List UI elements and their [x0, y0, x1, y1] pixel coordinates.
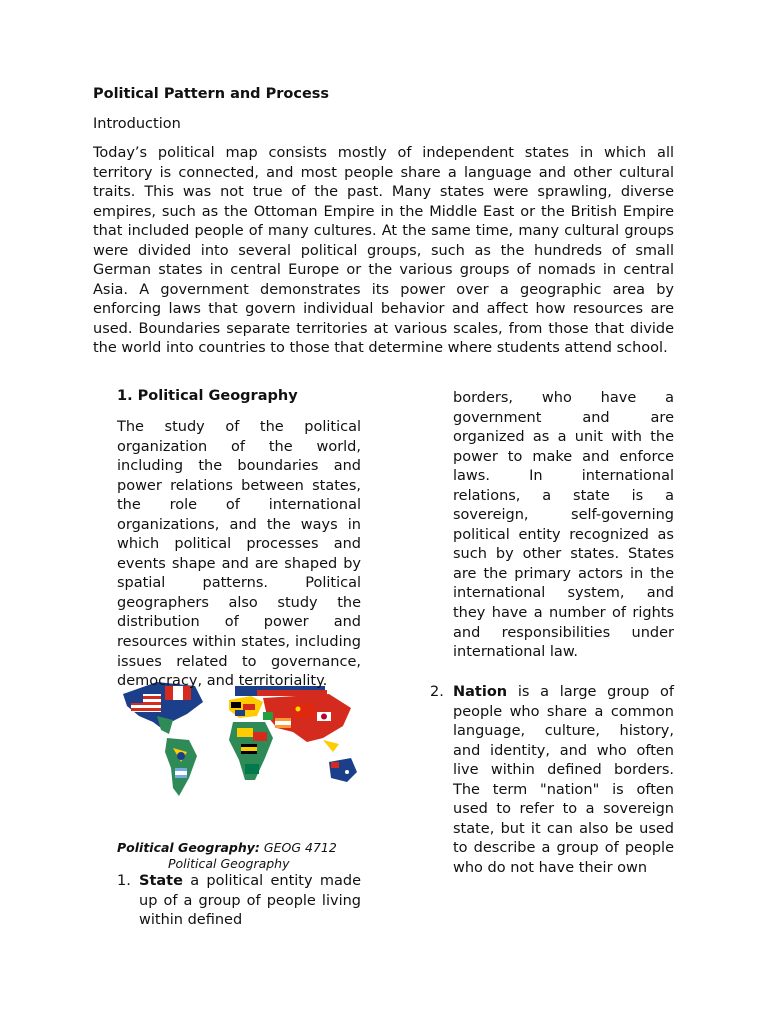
list-item-nation [430, 683, 674, 878]
left-column [117, 388, 361, 690]
state-definition-text: a political entity made up of a group of people living within defined [139, 873, 361, 929]
caption-course-code: GEOG 4712 [259, 840, 337, 855]
term-nation: Nation [453, 684, 508, 700]
caption-subtitle: Political Geography [168, 856, 290, 871]
political-geography-paragraph: The study of the political organization of the world, including the boundaries and power relations between states, the role of international organizations, and the ways in which political processes and events shape and are shaped by spatial patterns. Political geographers also study the distribution of power and resources within states, including issues related to governance, democracy, and territoriality. [117, 419, 361, 690]
page-title: Political Pattern and Process [93, 86, 330, 102]
term-state: State [139, 873, 183, 889]
intro-heading: Introduction [93, 116, 181, 132]
africa-flags [229, 722, 273, 780]
intro-paragraph: Today’s political map consists mostly of independent states in which all territory is connected, and most people share a language and other cultural traits. This was not true of the past. Many states were sprawling, diverse empires, such as the Ottoman Empire in the Middle East or the British Empire that included people of many cultures. At the same time, many cultural groups were divided into several political groups, such as the hundreds of small German states in central Europe or the various groups of nomads in central Asia. A government demonstrates its power over a geographic area by enforcing laws that govern individual behavior and affect how resources are used. Boundaries separate territories at various scales, from those that divide the world into countries to those that determine where students attend school. [93, 145, 674, 357]
south-america-flags [165, 738, 197, 796]
nation-definition-text: is a large group of people who share a common language, culture, history, and identity, and who often live within defined borders. The term "nation" is often used to refer to a sovereign state, but it can also be used to describe a group of people who do not have their own [453, 684, 674, 876]
section-heading-political-geography: 1. Political Geography [117, 388, 298, 404]
list-item-state [117, 872, 361, 931]
oceania-flags [323, 740, 357, 782]
list-number: 1. [117, 873, 131, 889]
nation-definition [453, 683, 674, 878]
list-number: 2. [430, 684, 444, 700]
state-definition [139, 872, 361, 931]
state-definition-continued: borders, who have a government and are organized as a unit with the power to make and enforce laws. In international relations, a state is a sovereign, self-governing political entity recognized as such by other states. States are the primary actors in the international system, and they have a number of rights and responsibilities under international law. [453, 390, 674, 661]
figure-caption [117, 840, 367, 872]
asia-flags [263, 694, 351, 742]
caption-bold-text: Political Geography: [117, 840, 260, 855]
